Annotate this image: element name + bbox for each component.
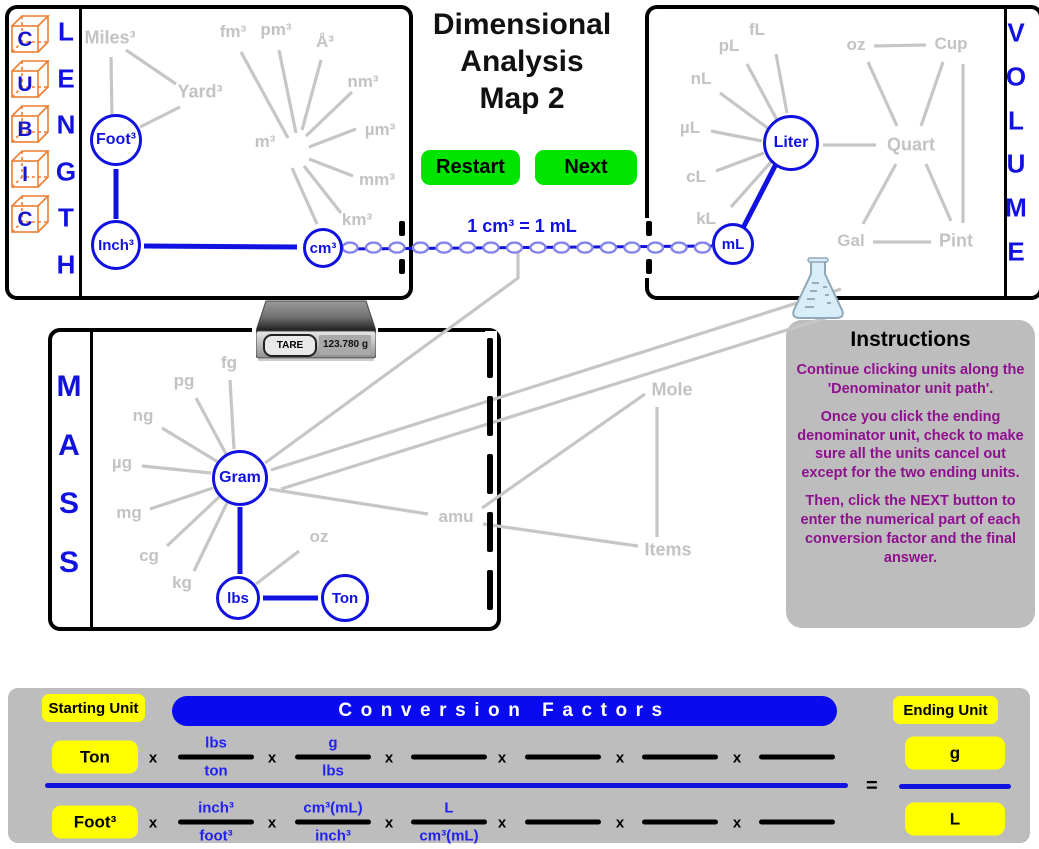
unit-ul[interactable]: µL — [679, 118, 701, 137]
multiply-sign: x — [497, 749, 507, 767]
unit-fl[interactable]: fL — [748, 20, 766, 39]
starting-unit-label: Starting Unit — [42, 694, 145, 722]
side-letter-length-5: H — [56, 249, 76, 280]
fraction-denominator: ton — [204, 762, 228, 780]
multiply-sign: x — [497, 814, 507, 832]
unit-inch3[interactable]: Inch³ — [91, 220, 141, 270]
unit-gal[interactable]: Gal — [837, 231, 865, 250]
cube-letter-1: U — [17, 73, 33, 96]
unit-miles3[interactable]: Miles³ — [84, 27, 136, 48]
side-letter-mass-1: A — [58, 428, 80, 462]
instructions-paragraph: Continue clicking units along the 'Denominator unit path'. — [796, 362, 1025, 397]
cube-letter-0: C — [17, 28, 33, 51]
fraction-numerator — [503, 798, 623, 819]
unit-foot3[interactable]: Foot³ — [90, 114, 142, 166]
fraction-numerator — [737, 733, 857, 754]
fraction-numerator — [620, 733, 740, 754]
fraction-bar — [178, 755, 254, 760]
conversion-slot-inch3foot3 — [156, 798, 276, 847]
fraction-bar — [525, 820, 601, 825]
unit-liter[interactable]: Liter — [763, 115, 819, 171]
unit-fm3[interactable]: fm³ — [219, 22, 247, 41]
cube-icon — [10, 147, 51, 193]
side-letter-length-0: L — [58, 16, 74, 47]
instructions-paragraph: Once you click the ending denominator unit, check to make sure all the units cancel out except for the two ending units. — [797, 408, 1024, 482]
side-letter-volume-3: U — [1006, 148, 1026, 179]
multiply-sign: x — [732, 814, 742, 832]
ending-fraction-bar — [899, 784, 1011, 789]
side-letter-length-2: N — [56, 109, 76, 140]
unit-pint[interactable]: Pint — [939, 230, 973, 251]
equivalence-note: 1 cm³ = 1 mL — [467, 216, 577, 236]
unit-lbs[interactable]: lbs — [216, 576, 260, 620]
mass-panel — [48, 328, 501, 631]
unit-km3[interactable]: km³ — [341, 210, 373, 229]
conversion-slot-blank[interactable] — [503, 733, 623, 782]
fraction-numerator: cm³(mL) — [303, 799, 363, 817]
conversion-slot-blank[interactable] — [620, 798, 740, 847]
unit-ton[interactable]: Ton — [321, 574, 369, 622]
ending-unit-numerator: g — [905, 737, 1005, 770]
multiply-sign: x — [267, 814, 277, 832]
instructions-panel — [786, 320, 1035, 628]
side-letter-mass-0: M — [56, 370, 82, 403]
conversion-slot-blank[interactable] — [620, 733, 740, 782]
page-title: Dimensional Analysis Map 2 — [432, 8, 612, 115]
ending-unit-denominator: L — [905, 803, 1005, 836]
starting-unit-foot3: Foot³ — [52, 806, 138, 839]
fraction-bar — [295, 820, 371, 825]
fraction-bar — [642, 820, 718, 825]
starting-unit-ton: Ton — [52, 741, 138, 774]
side-letter-volume-5: E — [1007, 236, 1025, 267]
conversion-slot-cm3mlinch3 — [273, 798, 393, 847]
side-letter-volume-0: V — [1007, 17, 1025, 48]
unit-a3[interactable]: Å³ — [316, 32, 334, 51]
multiply-sign: x — [148, 814, 158, 832]
unit-cl[interactable]: cL — [686, 167, 706, 186]
fraction-numerator — [737, 798, 857, 819]
fraction-denominator — [389, 761, 509, 782]
side-letter-volume-2: L — [1008, 105, 1024, 136]
cube-letter-2: B — [17, 118, 33, 141]
unit-ug[interactable]: µg — [111, 453, 133, 472]
unit-nl[interactable]: nL — [690, 69, 712, 88]
unit-cm3[interactable]: cm³ — [303, 228, 343, 268]
fraction-numerator: L — [444, 799, 454, 817]
unit-pm3[interactable]: pm³ — [260, 20, 292, 39]
restart-button[interactable]: Restart — [421, 150, 520, 185]
cube-letter-4: C — [17, 208, 33, 231]
unit-kl[interactable]: kL — [696, 209, 716, 228]
multiply-sign: x — [148, 749, 158, 767]
fraction-numerator: inch³ — [198, 799, 234, 817]
multiply-sign: x — [384, 814, 394, 832]
fraction-numerator: g — [328, 734, 338, 752]
unit-mm3[interactable]: mm³ — [359, 170, 395, 189]
fraction-denominator — [503, 761, 623, 782]
fraction-numerator: lbs — [205, 734, 227, 752]
unit-um3[interactable]: µm³ — [364, 120, 396, 139]
side-letter-mass-2: S — [58, 487, 80, 520]
fraction-denominator: cm³(mL) — [419, 827, 479, 845]
unit-nm3[interactable]: nm³ — [347, 72, 379, 91]
multiply-sign: x — [732, 749, 742, 767]
unit-amu[interactable]: amu — [438, 507, 474, 526]
side-letter-length-4: T — [58, 202, 74, 233]
conversion-slot-blank[interactable] — [737, 798, 857, 847]
multiply-sign: x — [615, 814, 625, 832]
volume-panel — [645, 5, 1039, 300]
unit-kg[interactable]: kg — [172, 573, 192, 592]
cube-letter-3: I — [22, 163, 28, 186]
fraction-bar — [642, 755, 718, 760]
conversion-slot-lcm3ml — [389, 798, 509, 847]
side-letter-volume-1: O — [1005, 61, 1027, 92]
unit-gram[interactable]: Gram — [212, 450, 268, 506]
fraction-bar — [178, 820, 254, 825]
fraction-bar — [759, 755, 835, 760]
fraction-numerator — [389, 733, 509, 754]
unit-yard3[interactable]: Yard³ — [177, 81, 223, 102]
conversion-slot-glbs — [273, 733, 393, 782]
multiply-sign: x — [267, 749, 277, 767]
unit-fg[interactable]: fg — [220, 353, 238, 372]
fraction-numerator — [503, 733, 623, 754]
unit-pg[interactable]: pg — [173, 371, 195, 390]
next-button[interactable]: Next — [535, 150, 637, 185]
flask-image — [790, 257, 846, 326]
ending-unit-label: Ending Unit — [893, 696, 998, 724]
fraction-denominator — [620, 826, 740, 847]
conversion-slot-blank[interactable] — [737, 733, 857, 782]
equals-sign: = — [866, 775, 878, 797]
side-letter-length-3: G — [55, 156, 77, 187]
unit-m3[interactable]: m³ — [254, 132, 276, 151]
unit-mole[interactable]: Mole — [651, 379, 693, 400]
tare-button[interactable]: TARE — [263, 334, 317, 357]
unit-cg[interactable]: cg — [139, 546, 159, 565]
fraction-denominator — [737, 761, 857, 782]
fraction-bar — [411, 755, 487, 760]
unit-oz[interactable]: oz — [846, 35, 866, 54]
fraction-denominator — [503, 826, 623, 847]
fraction-denominator: lbs — [322, 762, 344, 780]
unit-mg[interactable]: mg — [116, 503, 142, 522]
fraction-bar — [295, 755, 371, 760]
conversion-factors-header: Conversion Factors — [172, 696, 837, 726]
unit-cup[interactable]: Cup — [934, 34, 968, 53]
fraction-denominator: inch³ — [315, 827, 351, 845]
unit-ng[interactable]: ng — [132, 406, 154, 425]
multiply-sign: x — [384, 749, 394, 767]
fraction-numerator — [620, 798, 740, 819]
unit-quart[interactable]: Quart — [886, 134, 936, 155]
side-letter-volume-4: M — [1005, 192, 1027, 223]
fraction-divider — [45, 783, 848, 788]
fraction-denominator: foot³ — [199, 827, 233, 845]
conversion-slot-blank[interactable] — [503, 798, 623, 847]
fraction-denominator — [620, 761, 740, 782]
multiply-sign: x — [615, 749, 625, 767]
conversion-slot-blank[interactable] — [389, 733, 509, 782]
fraction-denominator — [737, 826, 857, 847]
conversion-slot-lbston — [156, 733, 276, 782]
scale-reading: 123.780 g — [319, 335, 371, 355]
instructions-title: Instructions — [850, 328, 971, 351]
unit-ml[interactable]: mL — [712, 223, 754, 265]
unit-pl[interactable]: pL — [718, 36, 740, 55]
fraction-bar — [759, 820, 835, 825]
unit-items[interactable]: Items — [644, 539, 692, 560]
instructions-paragraph: Then, click the NEXT button to enter the numerical part of each conversion factor and the final answer. — [800, 493, 1021, 566]
fraction-bar — [411, 820, 487, 825]
unit-oz[interactable]: oz — [309, 527, 329, 546]
side-letter-length-1: E — [57, 63, 75, 94]
fraction-bar — [525, 755, 601, 760]
side-letter-mass-3: S — [58, 545, 80, 579]
